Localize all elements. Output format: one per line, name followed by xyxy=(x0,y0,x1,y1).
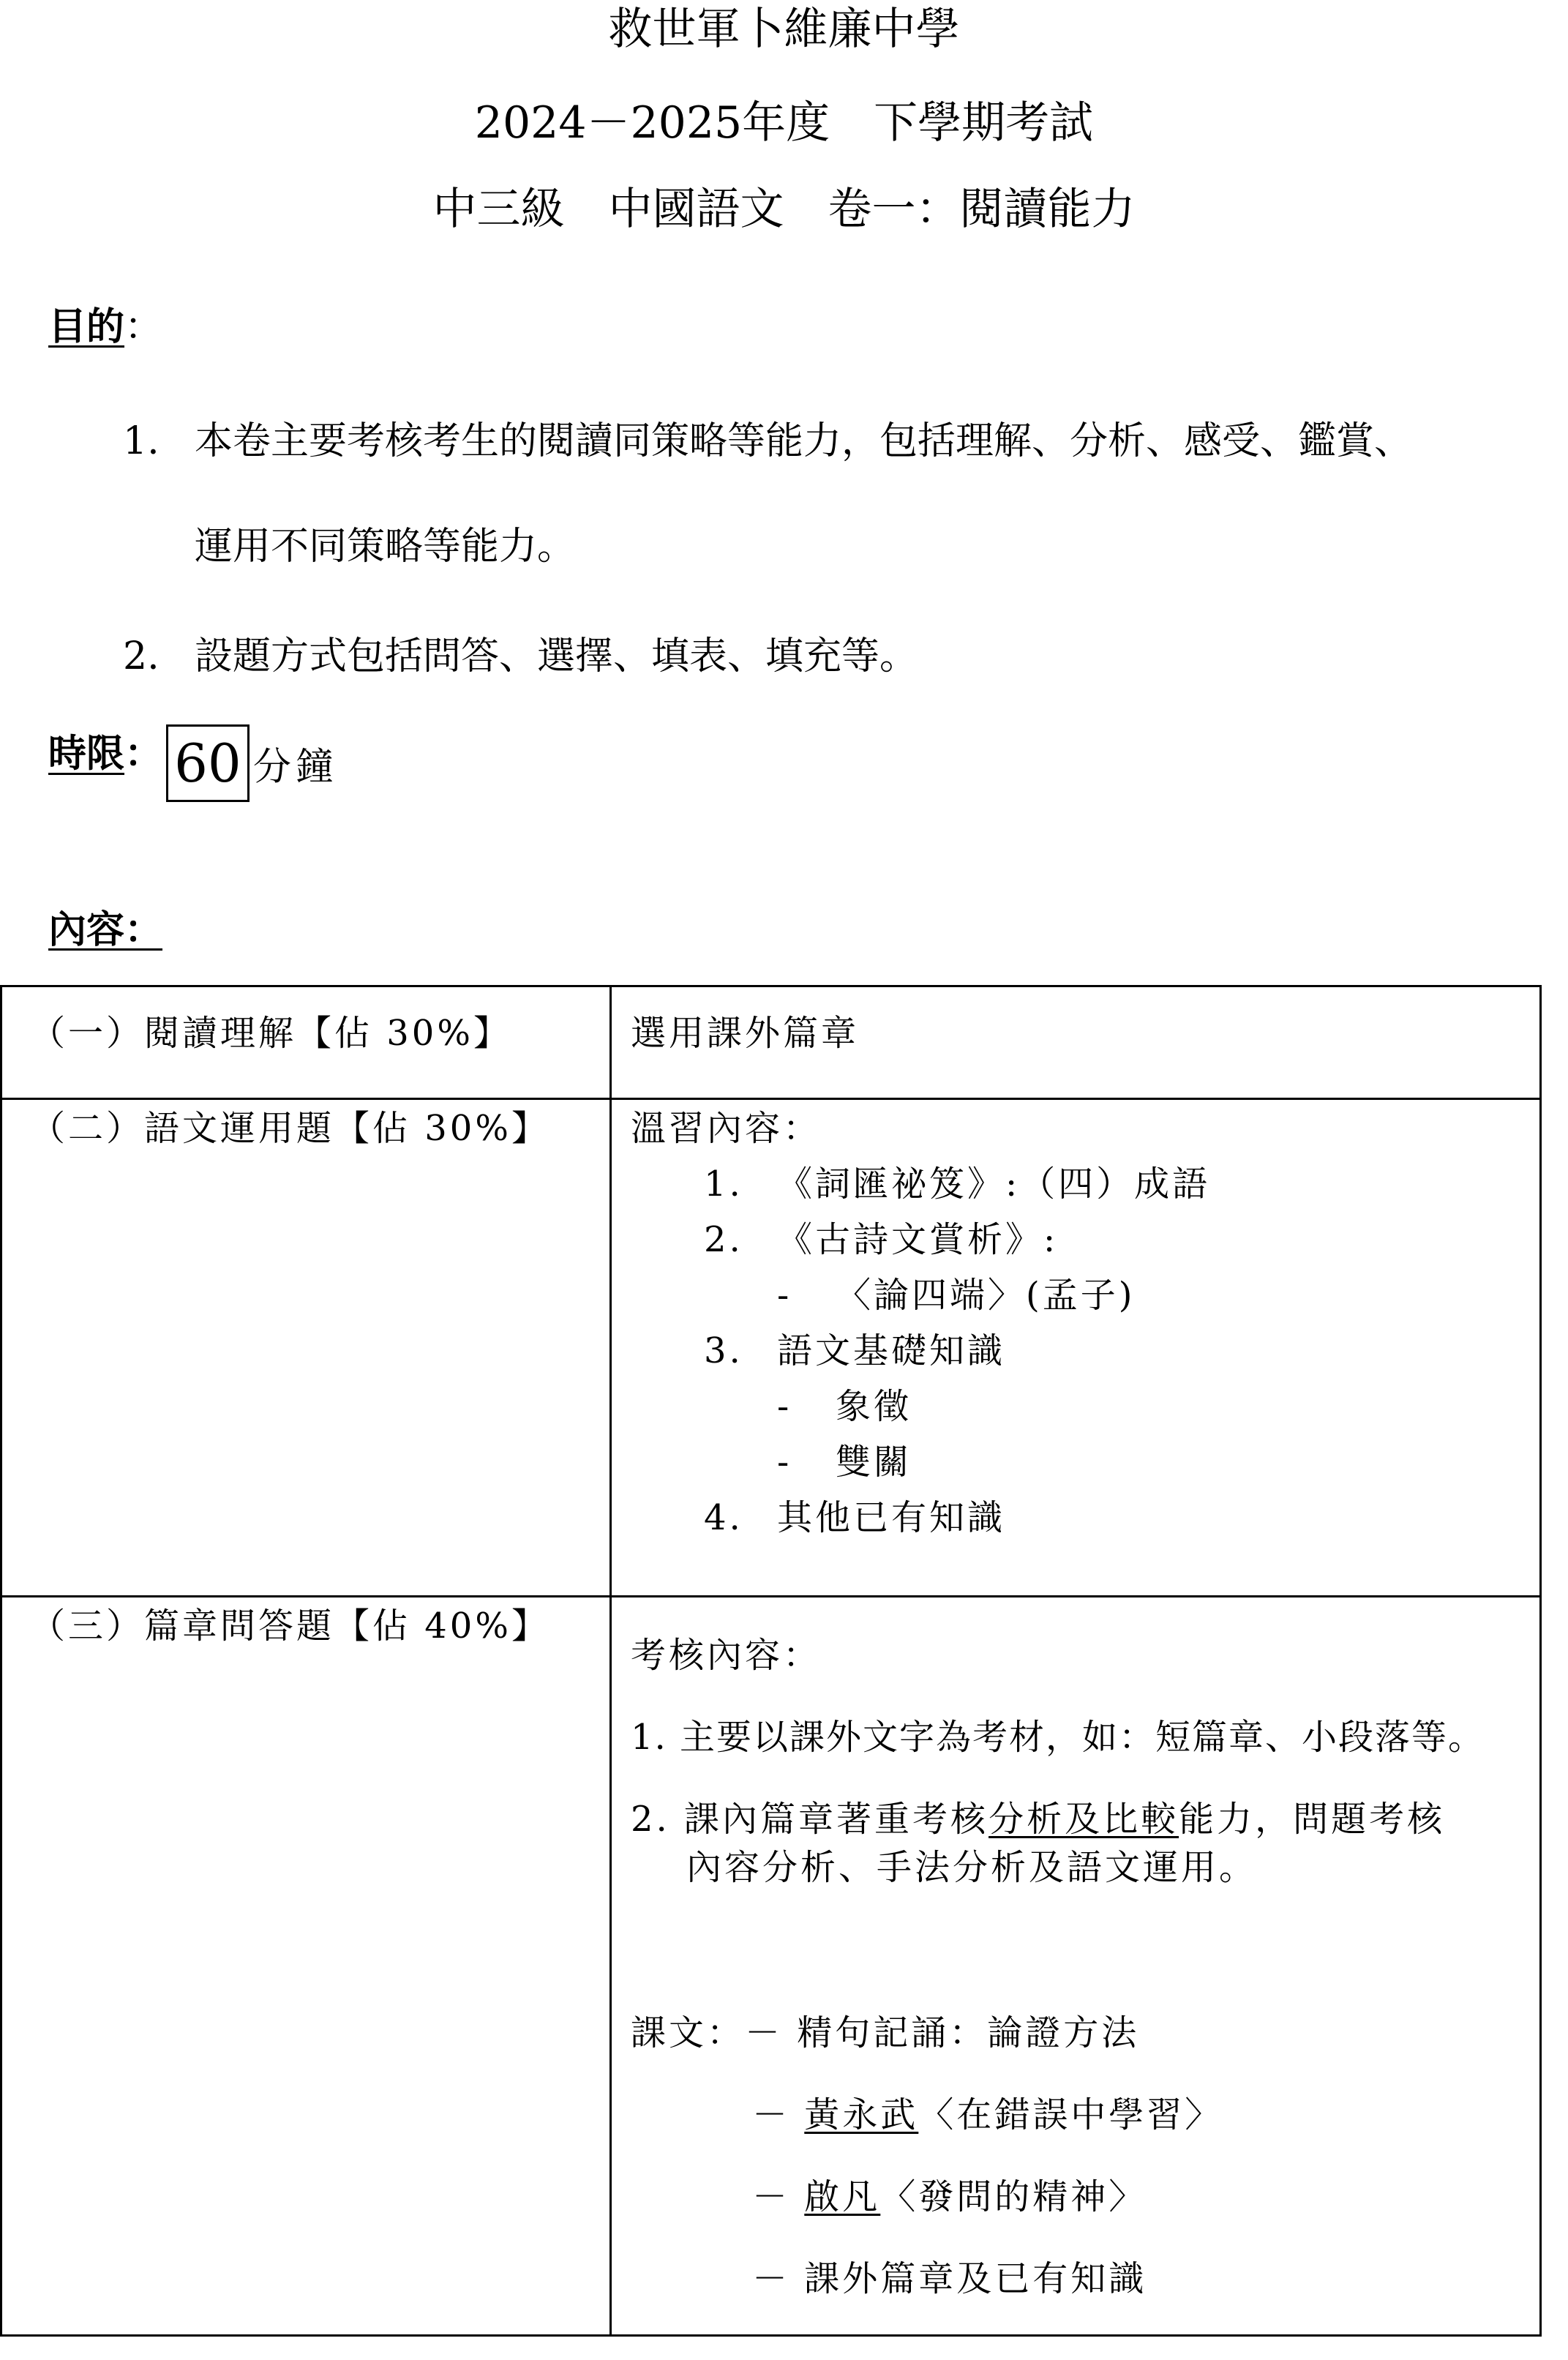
time-unit: 分鐘 xyxy=(252,745,338,790)
objective-1-number: 1. xyxy=(123,419,160,463)
row2-content xyxy=(611,1099,1541,1597)
objectives-colon: ： xyxy=(124,305,163,349)
content-heading: 內容 xyxy=(48,908,125,952)
row3-text-3: － 課外篇章及已有知識 xyxy=(752,2258,1147,2299)
row3-text-1-author: 黃永武 xyxy=(804,2094,919,2135)
row1-label: （一）閱讀理解【佔 30%】 xyxy=(1,986,611,1099)
exam-title: 2024－2025年度 下學期考試 xyxy=(474,97,1094,149)
row3-intro: 考核內容： xyxy=(631,1635,822,1676)
row2-item-4: 4. 其他已有知識 xyxy=(704,1497,1006,1538)
row3-point-2-cont: 內容分析、手法分析及語文運用。 xyxy=(686,1847,1258,1888)
row3-text-1: － 黃永武〈在錯誤中學習〉 xyxy=(752,2094,1223,2135)
objective-1-line1: 本卷主要考核考生的閱讀同策略等能力，包括理解、分析、感受、鑑賞、 xyxy=(195,419,1413,463)
objective-1-line2: 運用不同策略等能力。 xyxy=(195,525,576,569)
row3-texts-first: 課文：－ 精句記誦：論證方法 xyxy=(631,2012,1140,2053)
school-name: 救世軍卜維廉中學 xyxy=(608,4,960,55)
time-value-box: 60 xyxy=(166,724,250,802)
row3-content xyxy=(611,1597,1541,2336)
row3-point-2-emphasis: 分析及比較 xyxy=(989,1799,1179,1840)
row2-label: （二）語文運用題【佔 30%】 xyxy=(1,1099,611,1597)
row3-point-2: 2. 課內篇章著重考核分析及比較能力，問題考核 xyxy=(631,1799,1446,1840)
row3-label: （三）篇章問答題【佔 40%】 xyxy=(1,1597,611,2336)
row2-item-3: 3. 語文基礎知識 xyxy=(704,1330,1006,1371)
time-heading: 時限 xyxy=(48,732,125,776)
objective-2-number: 2. xyxy=(123,634,160,678)
objective-2-line1: 設題方式包括問答、選擇、填表、填充等。 xyxy=(195,634,918,678)
objectives-heading-block xyxy=(48,301,162,353)
row2-subitem-3: - 雙關 xyxy=(777,1442,912,1483)
row2-subitem-1: - 〈論四端〉(孟子) xyxy=(777,1275,1136,1316)
paper-title: 中三級 中國語文 卷一：閱讀能力 xyxy=(432,184,1136,235)
row3-text-2-author: 啟凡 xyxy=(804,2176,881,2217)
table-row-language xyxy=(1,1099,1541,1597)
row2-subitem-2: - 象徵 xyxy=(777,1386,912,1427)
objectives-heading: 目的 xyxy=(48,305,125,349)
time-colon: ： xyxy=(124,732,163,776)
row2-intro: 溫習內容： xyxy=(631,1108,822,1149)
row1-line: 選用課外篇章 xyxy=(631,1013,860,1054)
time-limit-row xyxy=(48,724,338,802)
content-table xyxy=(0,985,1542,2337)
content-heading-block xyxy=(48,904,162,956)
table-row-reading xyxy=(1,986,1541,1099)
row3-point-1: 1. 主要以課外文字為考材，如：短篇章、小段落等。 xyxy=(631,1717,1485,1758)
table-row-essay xyxy=(1,1597,1541,2336)
row1-content xyxy=(611,986,1541,1099)
content-colon: ： xyxy=(124,908,163,952)
row2-item-2: 2. 《古詩文賞析》: xyxy=(704,1219,1059,1260)
row2-item-1: 1. 《詞匯祕笈》:（四）成語 xyxy=(704,1164,1211,1205)
row3-text-2: － 啟凡〈發問的精神〉 xyxy=(752,2176,1147,2217)
